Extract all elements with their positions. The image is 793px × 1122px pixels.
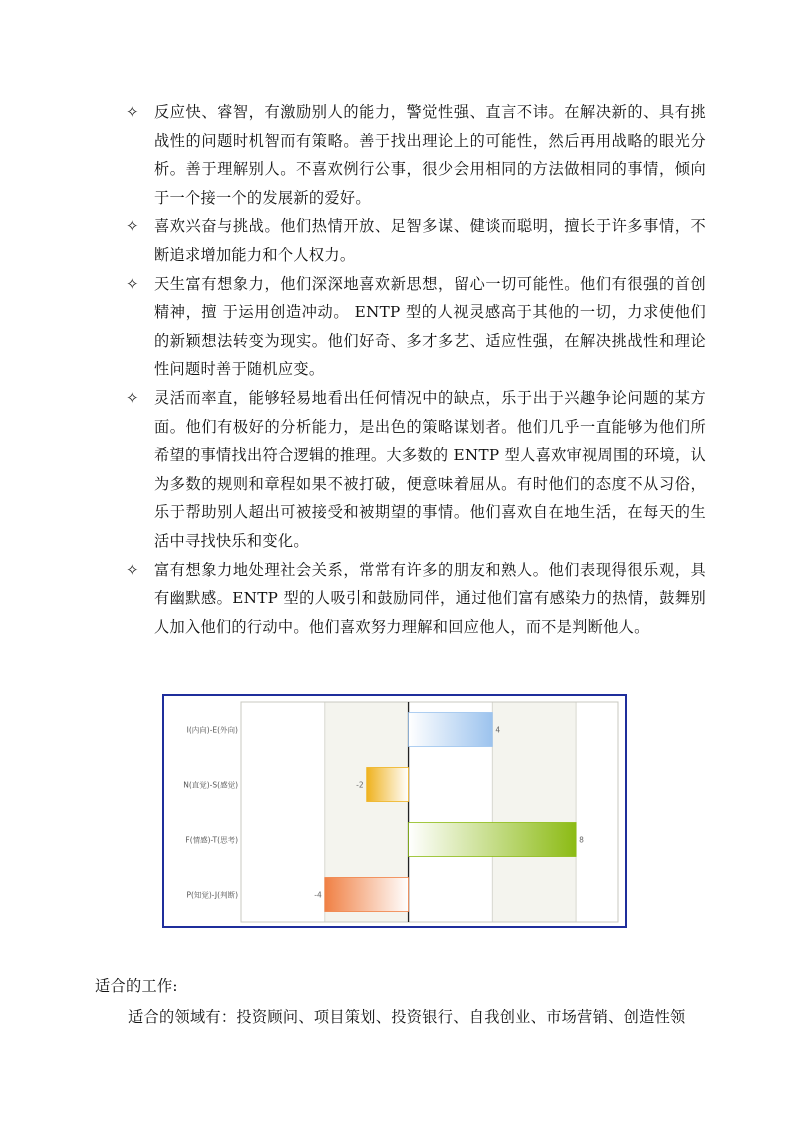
diamond-bullet-icon: ✧ bbox=[126, 217, 139, 236]
plot-band bbox=[492, 702, 576, 922]
bar-0 bbox=[409, 713, 493, 747]
diamond-bullet-icon: ✧ bbox=[126, 103, 139, 121]
bar-3 bbox=[325, 878, 409, 912]
trait-bullet-list bbox=[126, 98, 706, 641]
category-label: P(知觉)-J(判断) bbox=[186, 890, 238, 900]
category-label: I(内向)-E(外向) bbox=[186, 725, 238, 735]
trait-bullet bbox=[126, 270, 706, 384]
trait-text: 天生富有想象力，他们深深地喜欢新思想，留心一切可能性。他们有很强的首创精神，擅 于运用创造冲动。 ENTP 型的人视灵感高于其他的一切，力求使他们的新颖想法转变为现实。他们好奇、多才多艺、适应性强，在解决挑战性和理论性问题时善于随机应变。 bbox=[154, 274, 706, 379]
value-label: 4 bbox=[495, 725, 501, 735]
chart-canvas bbox=[164, 696, 625, 926]
diamond-bullet-icon: ✧ bbox=[126, 560, 139, 579]
mbti-score-chart bbox=[162, 694, 627, 928]
trait-text: 富有想象力地处理社会关系，常常有许多的朋友和熟人。他们表现得很乐观，具有幽默感。ENTP 型的人吸引和鼓励同伴，通过他们富有感染力的热情，鼓舞别人加入他们的行动中。他们喜欢努力理解和回应他人，而不是判断他人。 bbox=[154, 560, 706, 636]
diamond-bullet-icon: ✧ bbox=[126, 388, 139, 407]
value-label: -2 bbox=[356, 780, 364, 790]
career-section-title: 适合的工作: bbox=[95, 977, 178, 995]
trait-bullet bbox=[126, 98, 706, 212]
category-label: N(直觉)-S(感觉) bbox=[183, 780, 238, 790]
trait-bullet bbox=[126, 556, 706, 642]
bar-2 bbox=[409, 823, 577, 857]
value-label: -4 bbox=[314, 890, 322, 900]
trait-text: 灵活而率直，能够轻易地看出任何情况中的缺点，乐于出于兴趣争论问题的某方面。他们有极好的分析能力，是出色的策略谋划者。他们几乎一直能够为他们所希望的事情找出符合逻辑的推理。大多数的 ENTP 型人喜欢审视周围的环境，认为多数的规则和章程如果不被打破，便意味着屈从。有时他们的态度不从习俗，乐于帮助别人超出可被接受和被期望的事情。他们喜欢自在地生活，在每天的生活中寻找快乐和变化。 bbox=[154, 388, 706, 550]
trait-bullet bbox=[126, 384, 706, 556]
plot-band bbox=[576, 702, 618, 922]
trait-text: 喜欢兴奋与挑战。他们热情开放、足智多谋、健谈而聪明，擅长于许多事情，不断追求增加能力和个人权力。 bbox=[154, 217, 706, 264]
plot-band bbox=[241, 702, 325, 922]
category-label: F(情感)-T(思考) bbox=[185, 835, 238, 845]
value-label: 8 bbox=[579, 835, 584, 845]
career-section-body: 适合的领域有：投资顾问、项目策划、投资银行、自我创业、市场营销、创造性领 bbox=[128, 1008, 686, 1026]
trait-bullet bbox=[126, 212, 706, 269]
bar-1 bbox=[367, 768, 409, 802]
diamond-bullet-icon: ✧ bbox=[126, 274, 139, 293]
trait-text: 反应快、睿智，有激励别人的能力，警觉性强、直言不讳。在解决新的、具有挑战性的问题时机智而有策略。善于找出理论上的可能性，然后再用战略的眼光分析。善于理解别人。不喜欢例行公事，很少会用相同的方法做相同的事情，倾向于一个接一个的发展新的爱好。 bbox=[154, 103, 706, 207]
